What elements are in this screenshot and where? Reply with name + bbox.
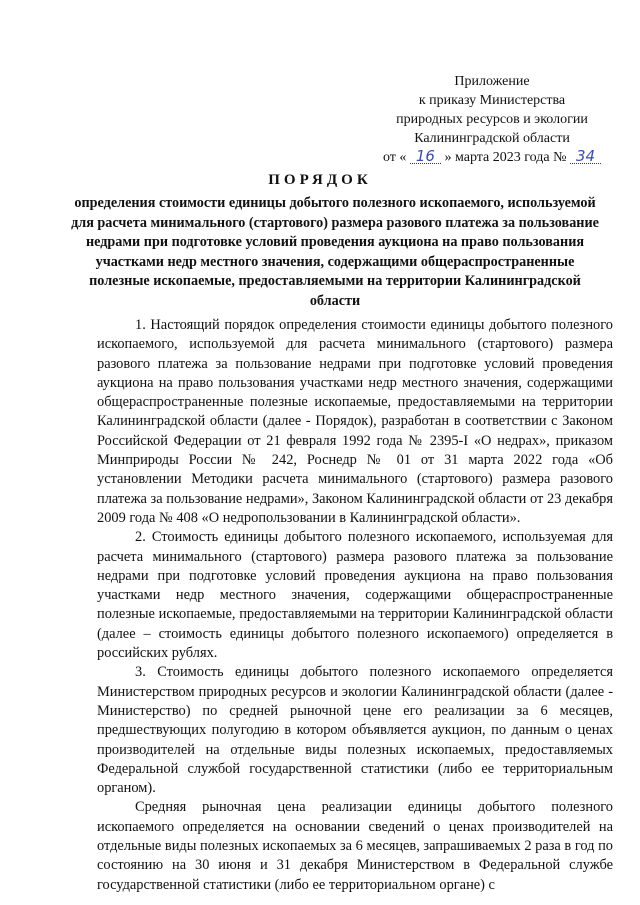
header-line-1: Приложение	[454, 74, 530, 89]
paragraph-3: 3. Стоимость единицы добытого полезного ископаемого определяется Министерством природных ресурсов и экологии Калининградской области (далее - Министерство) по средней рыночной цене его реализации за 6 месяцев, предшествующих полугодию в котором объявляется аукцион, по данным о ценах производителей на отдельные виды полезных ископаемых, предоставляемых Федеральной службой государственной статистики (либо ее территориальным органом).	[97, 664, 613, 797]
header-line-3: природных ресурсов и экологии	[396, 112, 588, 127]
attachment-header	[372, 72, 612, 167]
handwritten-day: 16	[410, 149, 441, 164]
paragraph-4: Средняя рыночная цена реализации единицы добытого полезного ископаемого определяется на основании сведений о ценах производителей на отдельные виды полезных ископаемых за 6 месяцев, запрашиваемых 2 раза в год по состоянию на 30 июня и 31 декабря Министерством в Федеральной службе государственной статистики (либо ее территориальном органе) с	[97, 799, 613, 893]
header-date-line	[372, 148, 612, 167]
handwritten-order-number: 34	[570, 149, 601, 164]
header-line-4: Калининградской области	[414, 131, 570, 146]
paragraph-2: 2. Стоимость единицы добытого полезного ископаемого, используемая для расчета минимального (стартового) размера разового платежа за пользование недрами при подготовке условий проведения аукциона на право пользования участками недр местного значения, содержащими общераспространенные полезные ископаемые, предоставляемыми на территории Калининградской области (далее – стоимость единицы добытого полезного ископаемого) определяется в российских рублях.	[97, 529, 613, 662]
header-line-2: к приказу Министерства	[418, 93, 566, 108]
paragraph-1: 1. Настоящий порядок определения стоимости единицы добытого полезного ископаемого, используемой для расчета минимального (стартового) размера разового платежа за пользование недрами при подготовке условий проведения аукциона на право пользования участками недр местного значения, содержащими общераспространенные полезные ископаемые, предоставляемыми на территории Калининградской области (далее - Порядок), разработан в соответствии с Законом Российской Федерации от 21 февраля 1992 года № 2395-I «О недрах», приказом Минприроды России № 242, Роснедр № 01 от 31 марта 2022 года «Об установлении Методики расчета минимального (стартового) размера разового платежа за пользование недрами», Законом Калининградской области от 23 декабря 2009 года № 408 «О недропользовании в Калининградской области».	[97, 317, 613, 526]
document-body	[97, 316, 613, 895]
date-middle: » марта 2023 года №	[444, 150, 567, 165]
document-title: ПОРЯДОК	[268, 172, 372, 188]
document-subtitle: определения стоимости единицы добытого полезного ископаемого, используемой для расчета минимального (стартового) размера разового платежа за пользование недрами при подготовке условий проведения аукциона на право пользования участками недр местного значения, содержащими общераспространенные полезные ископаемые, предоставляемыми на территории Калининградской области	[71, 195, 599, 309]
date-prefix: от «	[382, 150, 407, 165]
